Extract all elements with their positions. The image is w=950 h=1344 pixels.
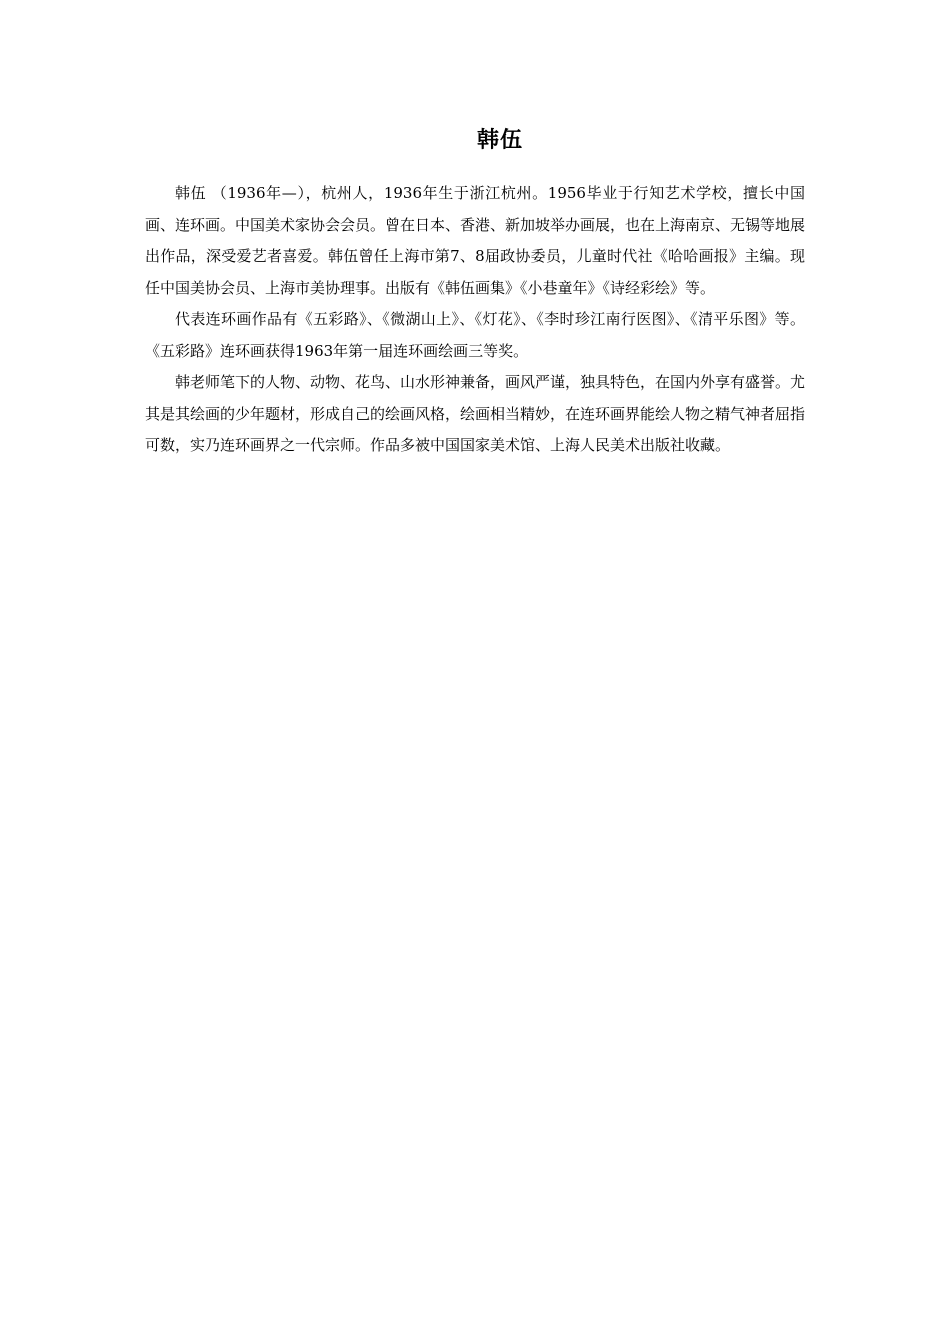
- document-body: [145, 178, 805, 462]
- paragraph-representative-works: 代表连环画作品有《五彩路》、《微湖山上》、《灯花》、《李时珍江南行医图》、《清平乐图》等。《五彩路》连环画获得1963年第一届连环画绘画三等奖。: [145, 310, 805, 360]
- document-title: 韩伍: [476, 128, 523, 153]
- paragraph-artistic-style: 韩老师笔下的人物、动物、花鸟、山水形神兼备，画风严谨，独具特色，在国内外享有盛誉。尤其是其绘画的少年题材，形成自己的绘画风格，绘画相当精妙，在连环画界能绘人物之精气神者屈指可数，实乃连环画界之一代宗师。作品多被中国国家美术馆、上海人民美术出版社收藏。: [145, 373, 806, 454]
- paragraph-biography: 韩伍 （1936年—），杭州人，1936年生于浙江杭州。1956毕业于行知艺术学校，擅长中国画、连环画。中国美术家协会会员。曾在日本、香港、新加坡举办画展，也在上海南京、无锡等地展出作品，深受爱艺者喜爱。韩伍曾任上海市第7、8届政协委员，儿童时代社《哈哈画报》主编。现任中国美协会员、上海市美协理事。出版有《韩伍画集》《小巷童年》《诗经彩绘》等。: [145, 184, 806, 297]
